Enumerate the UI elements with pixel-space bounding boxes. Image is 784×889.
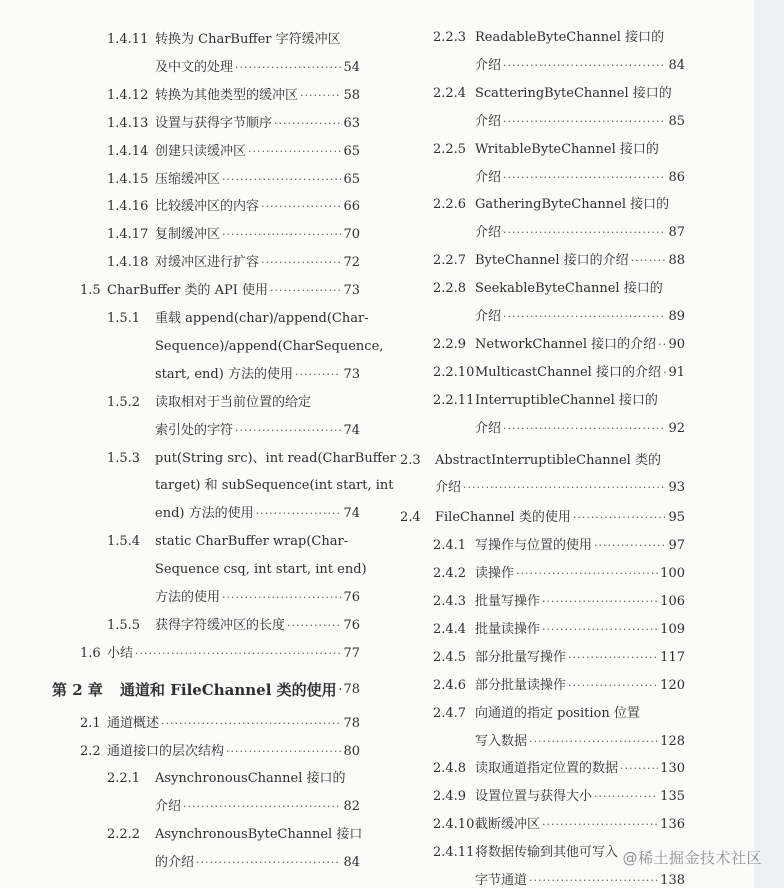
toc-entry[interactable] — [395, 46, 685, 74]
toc-entry-title: 批量写操作 — [475, 594, 541, 609]
toc-entry[interactable] — [0, 215, 360, 243]
toc-entry-title: 设置位置与获得大小 — [475, 789, 593, 805]
toc-entry-title: 通道接口的层次结构 — [107, 743, 225, 759]
toc-entry-number: 2.2.9 — [433, 336, 467, 352]
toc-page-number: 89 — [668, 309, 685, 324]
watermark: @稀土掘金技术社区 — [622, 849, 762, 867]
toc-page-number: 73 — [343, 366, 360, 382]
toc-entry-number: 1.4.11 — [107, 32, 149, 47]
toc-entry[interactable] — [395, 749, 685, 777]
toc-leader-dots — [226, 744, 341, 760]
toc-entry-title: AbstractInterruptibleChannel 类的 — [435, 452, 661, 468]
toc-entry[interactable] — [395, 805, 685, 833]
toc-page-number: 88 — [668, 253, 685, 269]
toc-leader-dots — [463, 480, 666, 496]
toc-entry-title: 写入数据 — [475, 733, 528, 749]
toc-entry[interactable] — [0, 606, 360, 634]
toc-page-number: 74 — [343, 506, 360, 522]
toc-entry-title: 介绍 — [475, 113, 502, 129]
toc-entry[interactable] — [0, 104, 360, 132]
toc-page-number: 93 — [668, 480, 685, 496]
toc-entry-number: 2.4.3 — [433, 594, 467, 609]
toc-entry[interactable] — [395, 610, 685, 638]
toc-page-number: 78 — [343, 715, 360, 731]
toc-entry-number: 1.5.4 — [107, 534, 141, 550]
toc-page-number: 95 — [668, 510, 685, 526]
toc-leader-dots — [222, 590, 341, 606]
toc-entry[interactable] — [0, 327, 384, 355]
toc-leader-dots — [620, 761, 658, 777]
toc-entry[interactable] — [0, 522, 360, 550]
toc-page-number: 120 — [660, 677, 685, 693]
toc-entry[interactable] — [395, 777, 685, 805]
toc-entry-number: 1.4.12 — [107, 87, 149, 103]
toc-entry-title: SeekableByteChannel 接口的 — [475, 281, 663, 297]
toc-page-number: 78 — [343, 681, 360, 697]
toc-page-number: 92 — [668, 420, 685, 436]
toc-entry-number: 2.2.7 — [433, 253, 467, 269]
toc-leader-dots — [300, 88, 341, 104]
toc-entry-title: 复制缓冲区 — [155, 227, 221, 243]
toc-entry-title: 将数据传输到其他可写入 — [475, 845, 619, 861]
toc-leader-dots — [663, 365, 667, 381]
toc-leader-dots — [529, 873, 658, 889]
toc-entry[interactable] — [395, 722, 685, 750]
toc-entry-number: 2.4.9 — [433, 789, 467, 805]
toc-entry[interactable] — [0, 550, 367, 578]
toc-entry[interactable] — [395, 269, 685, 297]
toc-page-number: 128 — [660, 733, 685, 749]
toc-entry-number: 2.2.11 — [433, 392, 475, 408]
toc-page-number: 76 — [343, 617, 360, 633]
toc-entry[interactable] — [0, 299, 369, 327]
toc-entry-title: static CharBuffer wrap(Char- — [155, 534, 349, 550]
toc-entry-title: 通道概述 — [107, 715, 160, 731]
toc-entry[interactable] — [395, 353, 685, 381]
toc-entry[interactable] — [395, 381, 685, 409]
toc-entry-title: 介绍 — [475, 57, 502, 73]
toc-leader-dots — [235, 60, 341, 76]
toc-entry[interactable] — [0, 271, 360, 299]
toc-entry-number: 2.2.10 — [433, 364, 475, 380]
toc-entry[interactable] — [0, 76, 360, 104]
toc-entry-title: 介绍 — [475, 169, 502, 185]
toc-entry[interactable] — [395, 638, 685, 666]
toc-entry[interactable] — [395, 158, 685, 186]
toc-entry[interactable] — [395, 526, 685, 554]
toc-page-number: 73 — [343, 283, 360, 299]
toc-leader-dots — [516, 566, 658, 582]
toc-entry-title: 及中文的处理 — [155, 59, 234, 75]
toc-leader-dots — [339, 682, 342, 698]
toc-entry[interactable] — [0, 187, 360, 215]
toc-page-number: 130 — [660, 761, 685, 777]
toc-leader-dots — [542, 622, 658, 638]
toc-entry-title: MulticastChannel 接口的介绍 — [475, 364, 661, 380]
toc-entry-number: 1.4.15 — [107, 171, 149, 187]
toc-entry-title: 向通道的指定 position 位置 — [475, 705, 640, 721]
toc-leader-dots — [503, 225, 666, 241]
toc-entry-title: target) 和 subSequence(int start, int — [155, 478, 394, 494]
toc-leader-dots — [542, 817, 658, 833]
toc-entry-number: 1.4.14 — [107, 143, 149, 159]
toc-entry[interactable] — [395, 18, 685, 46]
toc-leader-dots — [503, 58, 666, 74]
toc-entry-title: 部分批量写操作 — [475, 649, 567, 665]
toc-entry[interactable] — [395, 498, 685, 526]
toc-entry-title: 转换为其他类型的缓冲区 — [155, 87, 299, 103]
toc-leader-dots — [631, 253, 667, 269]
toc-entry-title: end) 方法的使用 — [155, 506, 254, 522]
toc-entry-title: start, end) 方法的使用 — [155, 366, 293, 382]
toc-entry[interactable] — [395, 102, 685, 130]
toc-entry-title: 对缓冲区进行扩容 — [155, 255, 260, 271]
toc-entry-title: WritableByteChannel 接口的 — [475, 141, 659, 157]
toc-entry-title: 索引处的字符 — [155, 422, 234, 438]
toc-leader-dots — [594, 538, 666, 554]
toc-page-number: 97 — [668, 538, 685, 554]
toc-entry[interactable] — [395, 325, 685, 353]
toc-page-number: 117 — [660, 649, 685, 665]
toc-entry-title: GatheringByteChannel 接口的 — [475, 197, 670, 213]
toc-entry-number: 2.4.4 — [433, 621, 467, 637]
toc-entry-number: 2.4.11 — [433, 845, 475, 861]
toc-entry-title: put(String src)、int read(CharBuffer — [155, 450, 396, 466]
toc-entry-number: 2.4.8 — [433, 761, 467, 777]
toc-entry[interactable] — [395, 582, 685, 610]
toc-entry[interactable] — [395, 213, 685, 241]
toc-leader-dots — [183, 799, 341, 815]
toc-entry-title: 介绍 — [435, 480, 462, 496]
toc-entry-title: 批量读操作 — [475, 621, 541, 637]
toc-entry-number: 2.2.3 — [433, 30, 467, 45]
toc-leader-dots — [568, 678, 658, 694]
toc-entry-number: 1.4.13 — [107, 115, 149, 131]
toc-entry[interactable] — [0, 704, 360, 732]
toc-entry-title: 写操作与位置的使用 — [475, 538, 593, 554]
toc-entry-number: 2.3 — [400, 452, 421, 468]
toc-leader-dots — [222, 227, 341, 243]
toc-entry-title: ScatteringByteChannel 接口的 — [475, 85, 672, 101]
toc-entry-title: InterruptibleChannel 接口的 — [475, 392, 658, 408]
toc-entry-number: 2.4.7 — [433, 705, 467, 721]
toc-entry-number: 1.6 — [80, 645, 101, 661]
toc-entry-number: 2.4.6 — [433, 677, 467, 693]
toc-entry-title: 方法的使用 — [155, 590, 221, 605]
toc-entry-number: 1.5 — [80, 283, 101, 299]
toc-leader-dots — [503, 114, 666, 130]
toc-entry[interactable] — [0, 634, 360, 662]
toc-page-number: 65 — [343, 143, 360, 159]
toc-page-number: 138 — [660, 873, 685, 888]
toc-leader-dots — [542, 594, 658, 610]
toc-page-number: 58 — [343, 87, 360, 103]
toc-entry-number: 2.2.1 — [107, 771, 141, 787]
toc-entry-title: 压缩缓冲区 — [155, 171, 221, 187]
toc-leader-dots — [503, 421, 666, 437]
toc-page-number: 65 — [343, 171, 360, 187]
toc-entry[interactable] — [0, 355, 360, 383]
toc-leader-dots — [135, 646, 341, 662]
toc-entry-title: 介绍 — [475, 420, 502, 436]
toc-entry-number: 1.5.2 — [107, 394, 141, 410]
toc-page-number: 63 — [343, 115, 360, 131]
toc-page-number: 74 — [343, 422, 360, 438]
toc-leader-dots — [196, 855, 341, 871]
toc-entry-number: 1.4.16 — [107, 199, 149, 215]
toc-entry-number: 1.5.1 — [107, 311, 141, 326]
toc-entry[interactable] — [0, 670, 360, 698]
toc-page-number: 91 — [668, 364, 685, 380]
toc-entry[interactable] — [0, 494, 360, 522]
toc-entry-number: 1.5.3 — [107, 450, 141, 466]
toc-entry[interactable] — [0, 439, 396, 467]
toc-entry-title: 字节通道 — [475, 873, 528, 888]
toc-entry[interactable] — [0, 383, 360, 411]
toc-entry-title: 读取通道指定位置的数据 — [475, 761, 619, 777]
toc-entry-title: 获得字符缓冲区的长度 — [155, 617, 286, 633]
toc-entry[interactable] — [0, 759, 360, 787]
toc-leader-dots — [568, 650, 658, 666]
toc-page-number: 87 — [668, 225, 685, 241]
toc-entry-number: 1.4.17 — [107, 227, 149, 243]
toc-entry-number: 2.2.5 — [433, 141, 467, 157]
toc-leader-dots — [529, 734, 658, 750]
toc-page-number: 90 — [668, 336, 685, 352]
toc-entry[interactable] — [395, 409, 685, 437]
toc-entry[interactable] — [0, 787, 360, 815]
toc-entry[interactable] — [0, 160, 360, 188]
toc-entry[interactable] — [0, 48, 360, 76]
toc-leader-dots — [287, 618, 341, 634]
toc-page-number: 100 — [660, 566, 685, 582]
toc-page-number: 77 — [343, 645, 360, 661]
toc-entry-title: 介绍 — [475, 309, 502, 324]
toc-entry-number: 1.5.5 — [107, 617, 141, 633]
toc-entry[interactable] — [395, 74, 685, 102]
toc-entry-number: 2.2 — [80, 743, 101, 759]
toc-entry-title: 创建只读缓冲区 — [155, 143, 247, 159]
toc-entry-number: 2.4.1 — [433, 538, 467, 554]
toc-entry-title: CharBuffer 类的 API 使用 — [107, 283, 269, 299]
toc-leader-dots — [573, 510, 667, 526]
toc-page-number: 72 — [343, 255, 360, 271]
toc-page-number: 84 — [343, 855, 360, 871]
toc-leader-dots — [248, 144, 341, 160]
toc-entry[interactable] — [395, 130, 685, 158]
toc-entry-title: FileChannel 类的使用 — [435, 510, 571, 526]
toc-entry-title: 小结 — [107, 645, 134, 661]
toc-entry-title: AsynchronousByteChannel 接口 — [155, 827, 363, 843]
toc-entry[interactable] — [395, 241, 685, 269]
toc-entry[interactable] — [0, 578, 360, 606]
toc-entry-title: 读取相对于当前位置的给定 — [155, 394, 312, 410]
toc-leader-dots — [295, 367, 342, 383]
toc-entry-number: 2.2.2 — [107, 827, 141, 843]
toc-entry-title: ByteChannel 接口的介绍 — [475, 253, 629, 269]
toc-entry-number: 2.2.4 — [433, 85, 467, 101]
toc-entry-title: 介绍 — [155, 799, 182, 815]
toc-leader-dots — [235, 423, 341, 439]
toc-entry-title: 截断缓冲区 — [475, 817, 541, 833]
toc-leader-dots — [261, 255, 341, 271]
toc-entry-title: 通道和 FileChannel 类的使用 — [120, 680, 337, 699]
toc-page-number: 54 — [343, 59, 360, 75]
page-edge — [754, 0, 784, 888]
toc-entry[interactable] — [395, 297, 685, 325]
toc-entry[interactable] — [0, 243, 360, 271]
toc-entry-title: 介绍 — [475, 225, 502, 241]
toc-page-number: 66 — [343, 199, 360, 215]
toc-entry[interactable] — [395, 554, 685, 582]
toc-page-number: 70 — [343, 227, 360, 243]
toc-page-number: 76 — [343, 590, 360, 605]
toc-entry-title: 的介绍 — [155, 855, 195, 871]
toc-page-number: 135 — [660, 789, 685, 805]
toc-entry-title: NetworkChannel 接口的介绍 — [475, 336, 657, 352]
toc-entry[interactable] — [0, 843, 360, 871]
toc-entry-title: 设置与获得字节顺序 — [155, 115, 273, 131]
toc-entry[interactable] — [0, 466, 394, 494]
toc-entry-number: 1.4.18 — [107, 255, 149, 271]
toc-leader-dots — [222, 172, 341, 188]
toc-leader-dots — [658, 337, 666, 353]
toc-leader-dots — [270, 283, 341, 299]
toc-page-number: 85 — [668, 113, 685, 129]
toc-entry[interactable] — [395, 441, 685, 469]
toc-entry-number: 2.2.8 — [433, 281, 467, 297]
toc-entry-title: Sequence csq, int start, int end) — [155, 562, 367, 578]
toc-leader-dots — [503, 309, 666, 325]
toc-leader-dots — [503, 170, 666, 186]
toc-entry-number: 2.1 — [80, 715, 101, 731]
toc-entry-number: 2.4.2 — [433, 566, 467, 582]
toc-entry[interactable] — [395, 694, 685, 722]
toc-entry-title: ReadableByteChannel 接口的 — [475, 30, 665, 45]
toc-leader-dots — [594, 789, 658, 805]
toc-entry-number: 2.4.10 — [433, 817, 475, 833]
toc-leader-dots — [256, 506, 342, 522]
toc-page-number: 109 — [660, 621, 685, 637]
toc-entry-number: 2.4.5 — [433, 649, 467, 665]
toc-entry[interactable] — [0, 815, 363, 843]
toc-entry-title: 读操作 — [475, 566, 515, 582]
toc-leader-dots — [261, 199, 341, 215]
toc-page-number: 80 — [343, 743, 360, 759]
toc-entry[interactable] — [0, 132, 360, 160]
toc-page-number: 82 — [343, 799, 360, 815]
toc-entry[interactable] — [395, 468, 685, 496]
toc-page-number: 86 — [668, 169, 685, 185]
toc-entry-title: AsynchronousChannel 接口的 — [155, 771, 346, 787]
toc-entry-title: 重载 append(char)/append(Char- — [155, 311, 369, 326]
toc-entry[interactable] — [395, 185, 685, 213]
toc-page-number: 136 — [660, 817, 685, 833]
toc-entry-number: 2.2.6 — [433, 197, 467, 213]
toc-entry[interactable] — [395, 666, 685, 694]
toc-leader-dots — [161, 716, 341, 732]
toc-entry-title: 比较缓冲区的内容 — [155, 199, 260, 215]
toc-entry-title: 部分批量读操作 — [475, 677, 567, 693]
toc-entry[interactable] — [0, 411, 360, 439]
toc-entry-title: Sequence)/append(CharSequence, — [155, 338, 384, 354]
toc-entry[interactable] — [0, 20, 360, 48]
toc-leader-dots — [274, 116, 341, 132]
toc-entry-number: 第 2 章 — [52, 680, 103, 699]
toc-entry-title: 转换为 CharBuffer 字符缓冲区 — [155, 32, 341, 47]
toc-entry[interactable] — [0, 732, 360, 760]
toc-entry-number: 2.4 — [400, 510, 421, 526]
toc-page-number: 84 — [668, 57, 685, 73]
toc-page-number: 106 — [660, 594, 685, 609]
